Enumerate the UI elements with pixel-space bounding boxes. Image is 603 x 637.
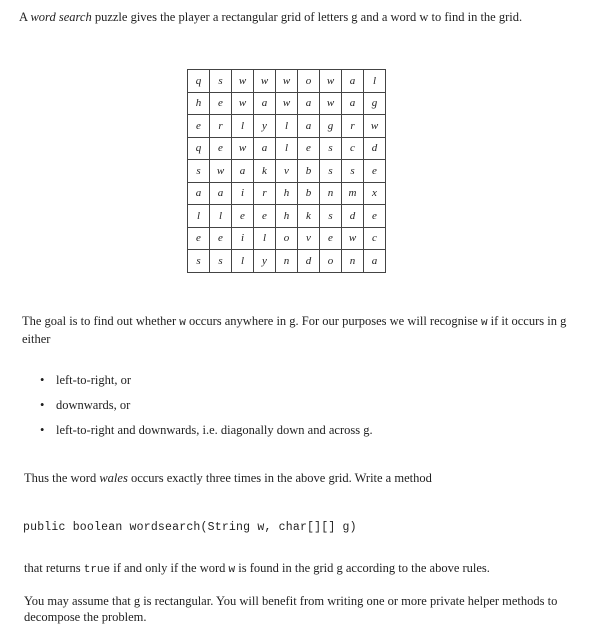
grid-row [188, 70, 386, 93]
grid-cell: s [320, 205, 342, 228]
grid-cell: e [210, 92, 232, 115]
grid-row [188, 250, 386, 273]
grid-cell: g [364, 92, 386, 115]
grid-cell: n [320, 182, 342, 205]
grid-cell: w [320, 70, 342, 93]
grid-cell: s [320, 160, 342, 183]
grid-cell: r [342, 115, 364, 138]
method-signature: public boolean wordsearch(String w, char[][] g) [23, 521, 357, 534]
grid-cell: m [342, 182, 364, 205]
grid-cell: w [276, 70, 298, 93]
bullet-icon: • [40, 373, 45, 387]
grid-cell: e [364, 160, 386, 183]
goal-text-2: occurs anywhere in g. For our purposes we will recognise [185, 314, 481, 328]
grid-row [188, 160, 386, 183]
bullet-icon: • [40, 398, 45, 412]
intro-text-2: puzzle gives the player a rectangular grid of letters g and a word w to find in the grid. [91, 10, 523, 24]
grid-row [188, 115, 386, 138]
grid-cell: e [210, 137, 232, 160]
thus-text-2: occurs exactly three times in the above grid. Write a method [127, 471, 432, 485]
grid-cell: e [232, 205, 254, 228]
grid-cell: g [320, 115, 342, 138]
rule-diagonal: left-to-right and downwards, i.e. diagonally down and across g. [56, 423, 373, 437]
grid-cell: a [254, 137, 276, 160]
assume-paragraph: You may assume that g is rectangular. You will benefit from writing one or more private helper methods to decompose the problem. [24, 594, 558, 624]
grid-cell: l [232, 250, 254, 273]
grid-cell: e [188, 115, 210, 138]
grid-cell: a [342, 70, 364, 93]
grid-cell: l [188, 205, 210, 228]
grid-cell: b [298, 182, 320, 205]
grid-cell: w [320, 92, 342, 115]
grid-cell: l [276, 115, 298, 138]
grid-row [188, 137, 386, 160]
grid-cell: s [320, 137, 342, 160]
grid-cell: h [276, 182, 298, 205]
returns-keyword-true: true [83, 564, 111, 576]
goal-text-3: if it occurs in g either [22, 314, 567, 346]
grid-cell: e [320, 227, 342, 250]
grid-cell: q [188, 70, 210, 93]
grid-cell: s [188, 250, 210, 273]
grid-cell: w [254, 70, 276, 93]
rule-left-to-right: left-to-right, or [56, 373, 131, 387]
grid-cell: d [298, 250, 320, 273]
grid-cell: y [254, 250, 276, 273]
grid-cell: r [210, 115, 232, 138]
grid-cell: e [298, 137, 320, 160]
grid-cell: e [254, 205, 276, 228]
grid-cell: y [254, 115, 276, 138]
grid-cell: w [210, 160, 232, 183]
grid-cell: w [342, 227, 364, 250]
grid-cell: a [298, 115, 320, 138]
grid-cell: x [364, 182, 386, 205]
grid-row [188, 205, 386, 228]
goal-text-1: The goal is to find out whether [22, 314, 180, 328]
grid-cell: s [210, 250, 232, 273]
grid-cell: w [364, 115, 386, 138]
grid-cell: v [298, 227, 320, 250]
grid-cell: l [276, 137, 298, 160]
returns-var-w: w [228, 564, 236, 576]
grid-row [188, 92, 386, 115]
grid-cell: o [276, 227, 298, 250]
grid-cell: q [188, 137, 210, 160]
intro-term-word-search: word search [30, 10, 92, 24]
returns-text-2: if and only if the word [110, 561, 229, 575]
grid-cell: a [342, 92, 364, 115]
grid-cell: w [232, 70, 254, 93]
goal-var-w-1: w [179, 317, 186, 329]
grid-cell: a [210, 182, 232, 205]
grid-cell: w [276, 92, 298, 115]
grid-cell: s [188, 160, 210, 183]
grid-cell: i [232, 182, 254, 205]
letter-grid-body [188, 70, 386, 273]
rule-downwards: downwards, or [56, 398, 131, 412]
grid-cell: l [364, 70, 386, 93]
grid-cell: c [342, 137, 364, 160]
intro-text-1: A [19, 10, 31, 24]
grid-row [188, 227, 386, 250]
grid-cell: w [232, 137, 254, 160]
grid-cell: l [254, 227, 276, 250]
grid-cell: l [232, 115, 254, 138]
rule-item [40, 372, 560, 397]
grid-cell: r [254, 182, 276, 205]
returns-text-1: that returns [24, 561, 84, 575]
grid-cell: k [254, 160, 276, 183]
grid-cell: b [298, 160, 320, 183]
grid-cell: d [364, 137, 386, 160]
grid-cell: v [276, 160, 298, 183]
grid-cell: o [298, 70, 320, 93]
returns-text-3: is found in the grid g according to the above rules. [235, 561, 490, 575]
grid-cell: s [342, 160, 364, 183]
grid-cell: l [210, 205, 232, 228]
thus-text-1: Thus the word [24, 471, 100, 485]
grid-cell: h [188, 92, 210, 115]
grid-cell: e [210, 227, 232, 250]
grid-cell: h [276, 205, 298, 228]
grid-cell: e [188, 227, 210, 250]
thus-word-wales: wales [99, 471, 128, 485]
grid-cell: a [298, 92, 320, 115]
grid-cell: s [210, 70, 232, 93]
grid-row [188, 182, 386, 205]
rule-item [40, 397, 560, 422]
letter-grid [187, 69, 386, 273]
grid-cell: a [232, 160, 254, 183]
intro-paragraph [19, 9, 589, 25]
grid-cell: a [188, 182, 210, 205]
returns-paragraph [24, 560, 594, 578]
grid-cell: a [254, 92, 276, 115]
goal-var-w-2: w [480, 317, 488, 329]
grid-cell: n [342, 250, 364, 273]
goal-paragraph [22, 313, 582, 347]
grid-cell: n [276, 250, 298, 273]
grid-cell: k [298, 205, 320, 228]
rules-list [40, 372, 560, 447]
grid-cell: d [342, 205, 364, 228]
grid-cell: w [232, 92, 254, 115]
rule-item [40, 422, 560, 447]
bullet-icon: • [40, 423, 45, 437]
grid-cell: a [364, 250, 386, 273]
grid-cell: e [364, 205, 386, 228]
grid-cell: o [320, 250, 342, 273]
grid-cell: c [364, 227, 386, 250]
thus-paragraph [24, 470, 584, 486]
grid-cell: i [232, 227, 254, 250]
